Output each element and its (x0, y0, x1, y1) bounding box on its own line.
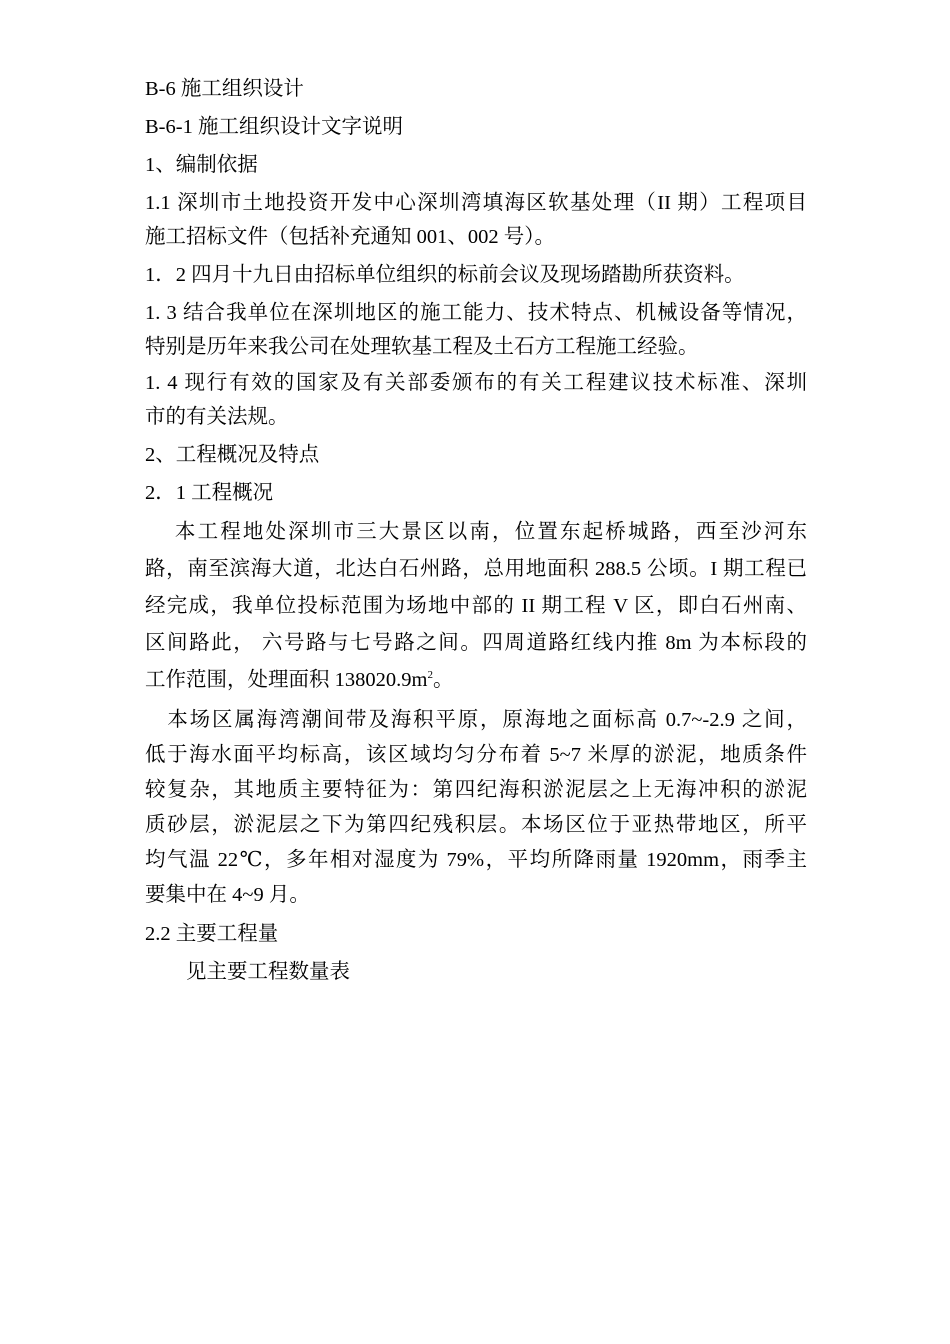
overview-para2-line5: 均气温 22℃，多年相对湿度为 79%，平均所降雨量 1920mm，雨季主 (145, 849, 807, 871)
heading-b6: B-6 施工组织设计 (145, 78, 304, 100)
subsection-2-2-title: 2.2 主要工程量 (145, 923, 279, 945)
item-1-3-line1: 1. 3 结合我单位在深圳地区的施工能力、技术特点、机械设备等情况， (145, 302, 807, 324)
section-2-title: 2、工程概况及特点 (145, 444, 320, 466)
document-body (145, 72, 807, 989)
overview-para2-line4: 质砂层，淤泥层之下为第四纪残积层。本场区位于亚热带地区，所平 (145, 814, 807, 836)
overview-para2-line1: 本场区属海湾潮间带及海积平原，原海地之面标高 0.7~-2.9 之间， (145, 709, 807, 731)
subsection-2-1-title: 2．1 工程概况 (145, 482, 274, 504)
area-unit-superscript: 2 (427, 669, 433, 681)
item-1-4-line2: 市的有关法规。 (145, 406, 289, 428)
overview-para1-line3: 经完成，我单位投标范围为场地中部的 II 期工程 V 区，即白石州南、 (145, 595, 807, 617)
item-1-1-line1: 1.1 深圳市土地投资开发中心深圳湾填海区软基处理（II 期）工程项目 (145, 192, 807, 214)
overview-para2-line3: 较复杂，其地质主要特征为：第四纪海积淤泥层之上无海冲积的淤泥 (145, 779, 807, 801)
overview-para1-line4: 区间路此， 六号路与七号路之间。四周道路红线内推 8m 为本标段的 (145, 632, 807, 654)
overview-para2-line6: 要集中在 4~9 月。 (145, 884, 310, 906)
overview-para1-line1: 本工程地处深圳市三大景区以南，位置东起桥城路，西至沙河东 (145, 521, 807, 543)
section-1-title: 1、编制依据 (145, 154, 258, 176)
item-1-2: 1．2 四月十九日由招标单位组织的标前会议及现场踏勘所获资料。 (145, 264, 745, 286)
overview-para1-line2: 路，南至滨海大道，北达白石州路，总用地面积 288.5 公顷。I 期工程已 (145, 558, 807, 580)
overview-para2-line2: 低于海水面平均标高，该区域均匀分布着 5~7 米厚的淤泥，地质条件 (145, 744, 807, 766)
heading-b6-1: B-6-1 施工组织设计文字说明 (145, 116, 403, 138)
area-text-end: 。 (432, 669, 454, 691)
item-1-3-line2: 特别是历年来我公司在处理软基工程及土石方工程施工经验。 (145, 336, 699, 358)
item-1-1-line2: 施工招标文件（包括补充通知 001、002 号）。 (145, 226, 555, 248)
overview-para1-line5 (145, 662, 807, 699)
area-text: 工作范围，处理面积 138020.9m (145, 669, 428, 691)
item-1-4-line1: 1. 4 现行有效的国家及有关部委颁布的有关工程建议技术标准、深圳 (145, 372, 807, 394)
subsection-2-2-note: 见主要工程数量表 (145, 961, 350, 983)
